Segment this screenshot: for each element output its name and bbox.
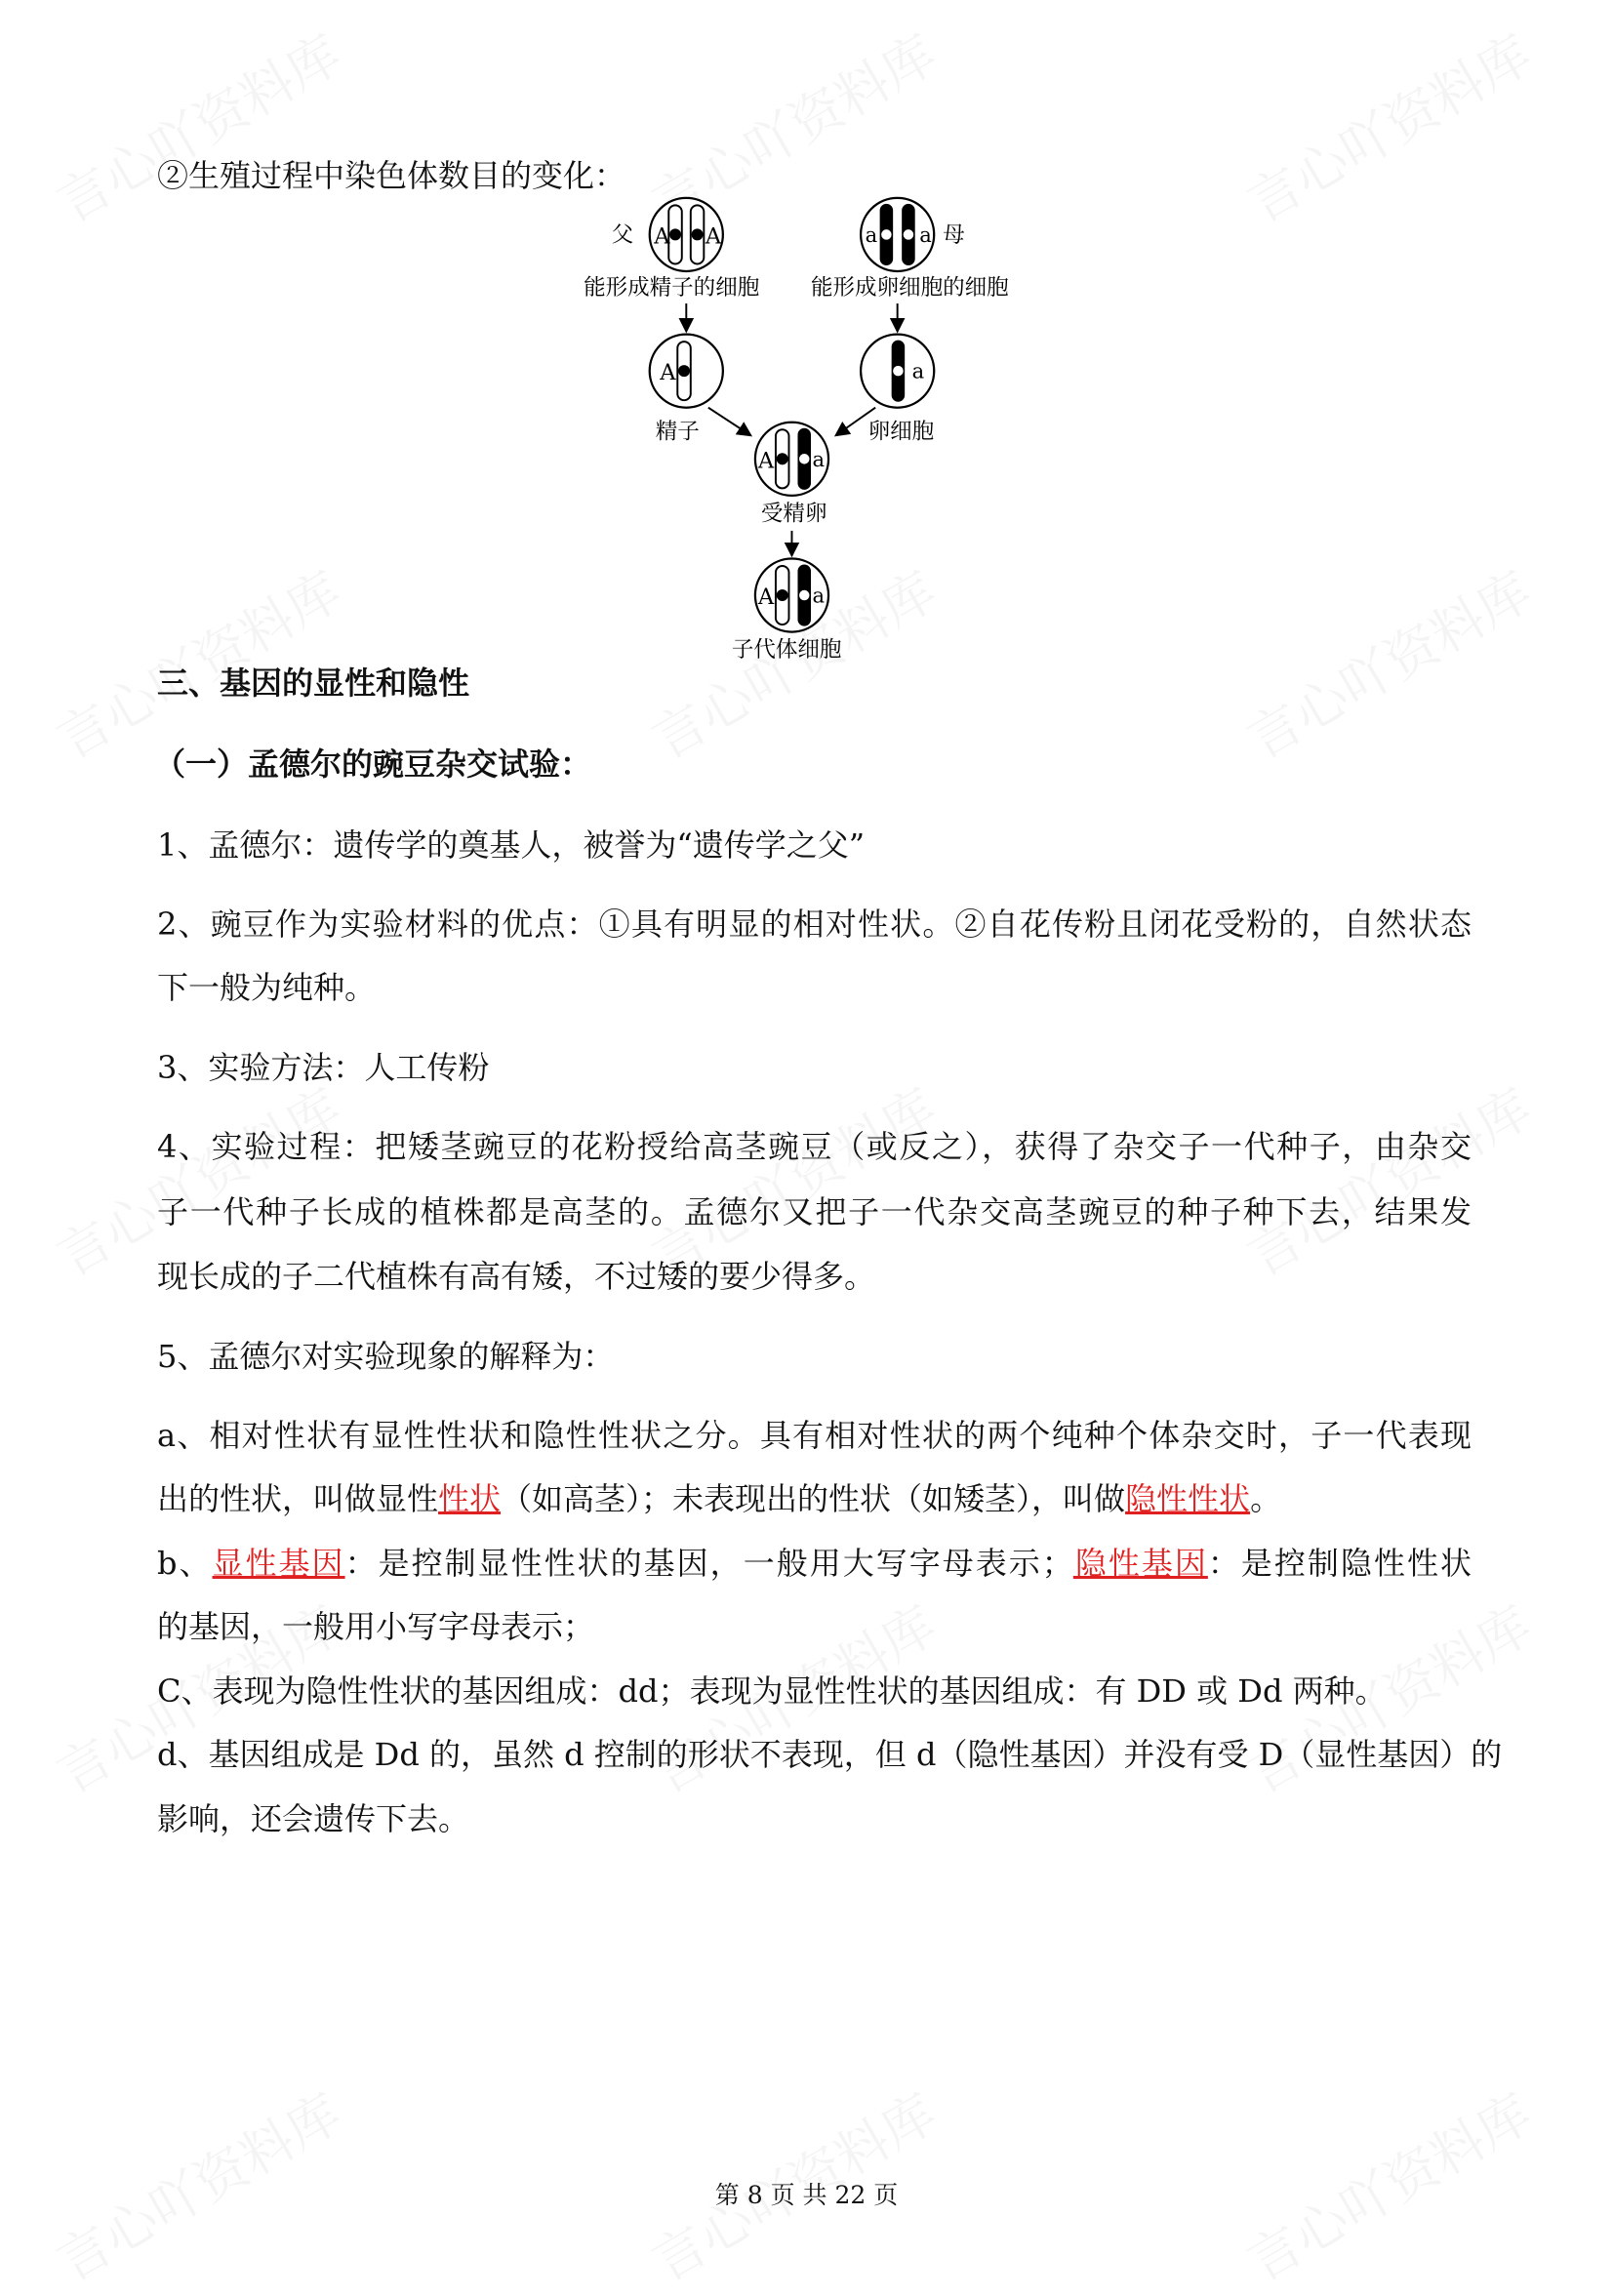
text: ：是控制显性性状的基因，一般用大写字母表示； — [344, 1545, 1073, 1582]
offspring-cell — [755, 558, 828, 631]
paragraph-3: 3、实验方法：人工传粉 — [157, 1049, 490, 1086]
point-a-cont — [157, 1479, 1281, 1518]
paragraph-4: 4、实验过程：把矮茎豌豆的花粉授给高茎豌豆（或反之），获得了杂交子一代种子，由杂交 — [157, 1128, 1472, 1165]
egg-label: 卵细胞 — [867, 419, 935, 445]
zygote-label: 受精卵 — [760, 501, 827, 527]
paragraph-2: 2、豌豆作为实验材料的优点：①具有明显的相对性状。②自花传粉且闭花受粉的，自然状态 — [157, 906, 1472, 943]
sperm-label: 精子 — [655, 419, 700, 445]
highlight-term: 隐性基因 — [1072, 1545, 1208, 1582]
paragraph-4-cont: 子一代种子长成的植株都是高茎的。孟德尔又把子一代杂交高茎豌豆的种子种下去，结果发 — [157, 1193, 1472, 1230]
section-heading: 三、基因的显性和隐性 — [157, 665, 470, 702]
text: 出的性状，叫做显性 — [157, 1480, 439, 1517]
mother-cell-label: 能形成卵细胞的细胞 — [811, 275, 1009, 302]
highlight-term: 性状 — [438, 1480, 502, 1517]
allele-label: a — [919, 222, 932, 247]
sperm-cell — [650, 335, 723, 408]
mother-label: 母 — [943, 222, 965, 248]
allele-label: A — [757, 584, 775, 611]
highlight-term: 隐性性状 — [1125, 1480, 1251, 1517]
paragraph-5: 5、孟德尔对实验现象的解释为： — [157, 1338, 615, 1375]
offspring-label: 子代体细胞 — [731, 637, 842, 664]
intro-text: ②生殖过程中染色体数目的变化： — [157, 157, 626, 194]
text: （如高茎）；未表现出的性状（如矮茎），叫做 — [501, 1480, 1126, 1517]
highlight-term: 显性基因 — [212, 1545, 345, 1582]
allele-label: a — [812, 446, 826, 471]
paragraph-4-cont: 现长成的子二代植株有高有矮，不过矮的要少得多。 — [157, 1258, 876, 1295]
zygote-cell — [755, 423, 828, 496]
paragraph-1: 1、孟德尔：遗传学的奠基人，被誉为“遗传学之父” — [157, 826, 866, 864]
allele-label: a — [865, 222, 878, 247]
egg-cell — [861, 335, 934, 408]
subsection-heading: （一）孟德尔的豌豆杂交试验： — [154, 745, 592, 783]
page-footer: 第 8 页 共 22 页 — [714, 2181, 899, 2209]
allele-label: a — [911, 358, 925, 383]
father-cell-label: 能形成精子的细胞 — [584, 275, 760, 302]
point-d-cont: 影响，还会遗传下去。 — [157, 1800, 470, 1837]
allele-label: A — [757, 448, 775, 474]
allele-label: A — [660, 360, 676, 386]
point-b-cont: 的基因，一般用小写字母表示； — [157, 1608, 595, 1645]
point-b — [157, 1544, 1472, 1583]
paragraph-2-cont: 下一般为纯种。 — [157, 969, 377, 1006]
mother-cell — [861, 198, 934, 271]
point-c: C、表现为隐性性状的基因组成：dd；表现为显性性状的基因组成：有 DD 或 Dd 两种。 — [157, 1672, 1387, 1710]
allele-label: a — [812, 583, 826, 608]
text: ：是控制隐性性状 — [1207, 1545, 1472, 1582]
point-a: a、相对性状有显性性状和隐性性状之分。具有相对性状的两个纯种个体杂交时，子一代表现 — [157, 1417, 1472, 1454]
text: 。 — [1250, 1480, 1282, 1517]
allele-label: A — [705, 223, 722, 250]
text: b、 — [157, 1545, 213, 1582]
point-d: d、基因组成是 Dd 的，虽然 d 控制的形状不表现，但 d（隐性基因）并没有受 D（显性基因）的 — [157, 1736, 1503, 1773]
father-cell — [650, 198, 723, 271]
father-label: 父 — [611, 222, 634, 248]
allele-label: A — [654, 223, 670, 250]
